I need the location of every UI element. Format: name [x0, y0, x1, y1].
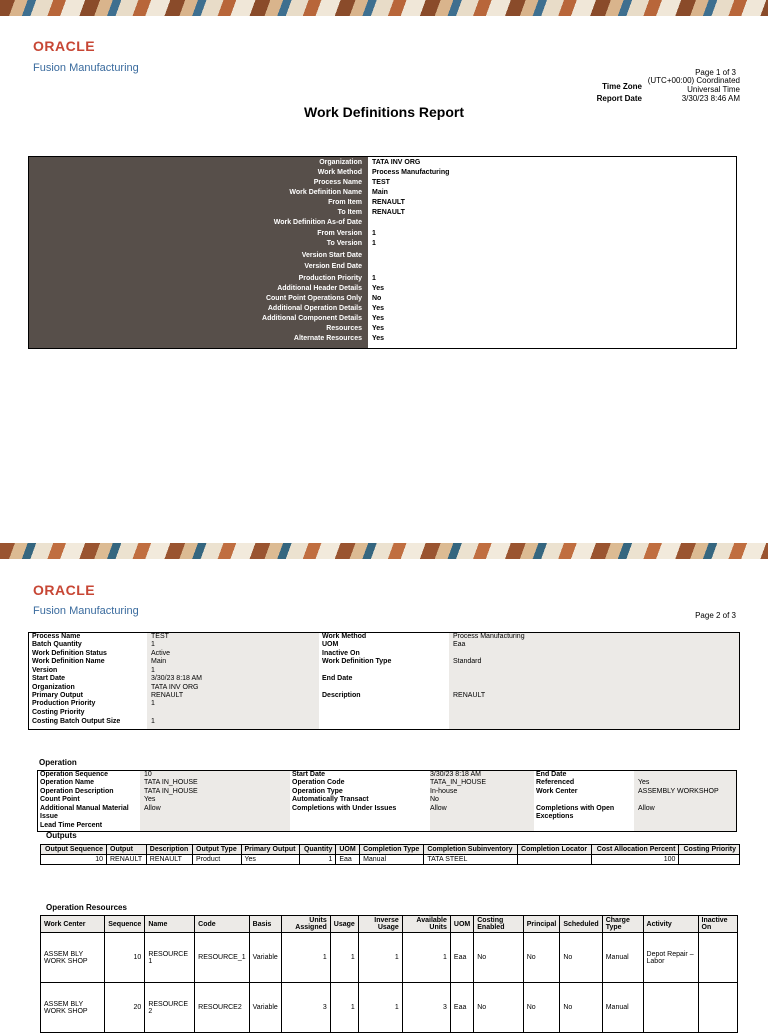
parameter-label: Alternate Resources — [293, 335, 362, 342]
column-header: Cost Allocation Percent — [592, 845, 679, 855]
header-field-label: Start Date — [32, 675, 66, 682]
column-header: Primary Output — [241, 845, 300, 855]
header-field-value: Active — [151, 650, 171, 657]
header-field-label: Organization — [32, 684, 75, 691]
header-field-value: Process Manufacturing — [453, 633, 525, 640]
operation-field-value: ASSEMBLY WORKSHOP — [638, 788, 719, 795]
parameter-label: Resources — [326, 325, 362, 332]
table-cell: No — [474, 983, 523, 1033]
table-row — [41, 983, 738, 1033]
operation-field-value: Allow — [638, 805, 655, 812]
parameter-value: 1 — [372, 240, 376, 247]
parameter-label: From Version — [317, 230, 362, 237]
parameter-row — [29, 334, 736, 344]
column-header: Activity — [643, 916, 698, 933]
column-header: Quantity — [300, 845, 336, 855]
table-cell: 20 — [105, 983, 145, 1033]
time-zone-value-2: Universal Time — [687, 85, 740, 94]
table-cell: TATA STEEL — [424, 855, 518, 865]
table-cell: Eaa — [450, 933, 473, 983]
table-cell: No — [523, 933, 560, 983]
column-header: Completion Type — [360, 845, 424, 855]
parameter-value: Yes — [372, 335, 385, 342]
operation-field-value: Yes — [144, 796, 156, 803]
work-definition-header — [28, 632, 740, 730]
operation-field-label: Completions with Open — [536, 805, 615, 812]
parameter-value: Process Manufacturing — [372, 169, 450, 176]
table-cell: No — [474, 933, 523, 983]
column-header: UOM — [450, 916, 473, 933]
parameter-label: Work Definition Name — [289, 189, 362, 196]
operation-field-label: Operation Code — [292, 779, 345, 786]
column-header: Inverse Usage — [358, 916, 402, 933]
parameter-row — [29, 262, 736, 272]
parameter-row — [29, 198, 736, 208]
table-cell: Variable — [249, 983, 281, 1033]
operation-field-value: No — [430, 796, 439, 803]
table-cell: No — [560, 983, 602, 1033]
table-cell: ASSEM BLY WORK SHOP — [41, 983, 105, 1033]
parameter-label: Additional Component Details — [262, 315, 362, 322]
table-cell: No — [523, 983, 560, 1033]
parameter-value: Main — [372, 189, 388, 196]
column-header: Name — [145, 916, 195, 933]
page-number: Page 2 of 3 — [695, 611, 736, 620]
table-cell: 10 — [41, 855, 107, 865]
column-header: Scheduled — [560, 916, 602, 933]
column-header: Costing Priority — [679, 845, 740, 855]
header-field-label: Work Definition Type — [322, 658, 392, 665]
table-cell — [698, 933, 738, 983]
operation-field-label: Operation Name — [40, 779, 95, 786]
header-field-value: 1 — [151, 700, 155, 707]
report-date-value: 3/30/23 8:46 AM — [681, 94, 740, 103]
parameter-label: Organization — [319, 159, 362, 166]
page-number: Page 1 of 3 — [695, 68, 736, 77]
parameter-row — [29, 168, 736, 178]
table-cell: RESOURCE_1 — [195, 933, 249, 983]
table-cell: 1 — [330, 983, 358, 1033]
parameter-value: TATA INV ORG — [372, 159, 421, 166]
column-header: Output Sequence — [41, 845, 107, 855]
table-cell: RENAULT — [146, 855, 192, 865]
operation-field-value: TATA IN_HOUSE — [144, 788, 198, 795]
header-field-label: Description — [322, 692, 361, 699]
table-cell: 1 — [300, 855, 336, 865]
parameter-row — [29, 158, 736, 168]
parameter-label: To Item — [337, 209, 362, 216]
product-name: Fusion Manufacturing — [33, 605, 139, 617]
table-cell: 100 — [592, 855, 679, 865]
table-cell: RESOURCE 1 — [145, 933, 195, 983]
parameter-value: Yes — [372, 325, 385, 332]
table-cell: 3 — [402, 983, 450, 1033]
table-cell: Yes — [241, 855, 300, 865]
header-field-value: TATA INV ORG — [151, 684, 199, 691]
operation-field-label: End Date — [536, 771, 567, 778]
parameter-value: TEST — [372, 179, 390, 186]
parameter-row — [29, 274, 736, 284]
operation-field-label: Referenced — [536, 779, 575, 786]
operation-field-label: Operation Description — [40, 788, 114, 795]
operation-field-value: 10 — [144, 771, 152, 778]
table-cell — [643, 983, 698, 1033]
decorative-banner — [0, 543, 768, 559]
parameter-value: Yes — [372, 305, 385, 312]
parameter-label: Additional Header Details — [277, 285, 362, 292]
parameter-label: Additional Operation Details — [267, 305, 362, 312]
table-cell: Manual — [360, 855, 424, 865]
header-field-value: TEST — [151, 633, 169, 640]
table-cell: 1 — [281, 933, 330, 983]
parameter-row — [29, 284, 736, 294]
operation-field-label: Exceptions — [536, 813, 574, 820]
operation-field-label: Issue — [40, 813, 58, 820]
header-field-label: Costing Batch Output Size — [32, 718, 121, 725]
column-header: Basis — [249, 916, 281, 933]
operation-field-value: TATA_IN_HOUSE — [430, 779, 487, 786]
operation-field-label: Operation Type — [292, 788, 343, 795]
operation-section-title: Operation — [39, 758, 77, 767]
table-cell — [698, 983, 738, 1033]
table-cell: 10 — [105, 933, 145, 983]
header-field-label: Work Definition Name — [32, 658, 105, 665]
parameter-label: Process Name — [313, 179, 362, 186]
parameter-value: Yes — [372, 285, 385, 292]
table-cell: RESOURCE2 — [195, 983, 249, 1033]
table-cell: RESOURCE 2 — [145, 983, 195, 1033]
table-cell — [518, 855, 592, 865]
operation-field-value: Yes — [638, 779, 650, 786]
table-cell: Depot Repair – Labor — [643, 933, 698, 983]
column-header: Principal — [523, 916, 560, 933]
table-cell: 3 — [281, 983, 330, 1033]
table-row — [41, 855, 740, 865]
operation-details — [37, 770, 737, 832]
table-cell: 1 — [402, 933, 450, 983]
column-header: Completion Subinventory — [424, 845, 518, 855]
header-field-label: End Date — [322, 675, 353, 682]
parameter-row — [29, 218, 736, 228]
table-cell: Eaa — [450, 983, 473, 1033]
outputs-table — [40, 844, 740, 865]
table-cell: RENAULT — [107, 855, 147, 865]
parameter-row — [29, 304, 736, 314]
time-zone-value-1: (UTC+00:00) Coordinated — [647, 76, 740, 85]
parameter-label: Count Point Operations Only — [265, 295, 362, 302]
header-field-label: Costing Priority — [32, 709, 85, 716]
column-header: Costing Enabled — [474, 916, 523, 933]
header-field-value: Main — [151, 658, 167, 665]
operation-field-value: 3/30/23 8:18 AM — [430, 771, 481, 778]
header-field-label: Work Method — [322, 633, 367, 640]
operation-field-label: Additional Manual Material — [40, 805, 129, 812]
parameter-label: Version Start Date — [301, 252, 362, 259]
parameter-row — [29, 178, 736, 188]
header-field-value: 3/30/23 8:18 AM — [151, 675, 202, 682]
parameter-row — [29, 239, 736, 249]
resources-section-title: Operation Resources — [46, 903, 127, 912]
header-field-label: Production Priority — [32, 700, 96, 707]
column-header: Charge Type — [602, 916, 643, 933]
parameter-value: 1 — [372, 230, 376, 237]
column-header: Available Units — [402, 916, 450, 933]
parameter-row — [29, 208, 736, 218]
column-header: Code — [195, 916, 249, 933]
column-header: Usage — [330, 916, 358, 933]
parameter-value: RENAULT — [372, 199, 405, 206]
operation-field-label: Count Point — [40, 796, 80, 803]
table-cell: Manual — [602, 933, 643, 983]
column-header: Sequence — [105, 916, 145, 933]
header-field-label: Primary Output — [32, 692, 83, 699]
report-date-label: Report Date — [596, 94, 642, 103]
parameter-row — [29, 294, 736, 304]
resources-table — [40, 915, 738, 1033]
column-header: Completion Locator — [518, 845, 592, 855]
parameters-box — [28, 156, 737, 349]
outputs-section-title: Outputs — [46, 831, 77, 840]
parameter-row — [29, 229, 736, 239]
parameter-value: RENAULT — [372, 209, 405, 216]
parameter-row — [29, 251, 736, 261]
operation-field-label: Completions with Under Issues — [292, 805, 397, 812]
table-header-row — [41, 916, 738, 933]
table-cell: No — [560, 933, 602, 983]
header-field-label: Batch Quantity — [32, 641, 82, 648]
column-header: Description — [146, 845, 192, 855]
operation-field-label: Work Center — [536, 788, 578, 795]
header-field-value: Eaa — [453, 641, 466, 648]
header-field-label: Inactive On — [322, 650, 360, 657]
parameter-label: Production Priority — [298, 275, 362, 282]
parameter-row — [29, 188, 736, 198]
parameter-value: 1 — [372, 275, 376, 282]
operation-field-value: Allow — [144, 805, 161, 812]
operation-field-label: Operation Sequence — [40, 771, 109, 778]
parameter-row — [29, 324, 736, 334]
decorative-banner — [0, 0, 768, 16]
header-field-value: 1 — [151, 718, 155, 725]
table-cell: Variable — [249, 933, 281, 983]
operation-field-label: Automatically Transact — [292, 796, 369, 803]
parameter-label: Work Definition As-of Date — [273, 219, 362, 226]
header-field-value: Standard — [453, 658, 482, 665]
parameter-row — [29, 314, 736, 324]
header-field-label: UOM — [322, 641, 339, 648]
operation-field-label: Lead Time Percent — [40, 822, 103, 829]
operation-field-value: In-house — [430, 788, 458, 795]
header-field-label: Version — [32, 667, 58, 674]
table-cell: Eaa — [336, 855, 360, 865]
parameter-label: Work Method — [317, 169, 362, 176]
header-field-label: Process Name — [32, 633, 81, 640]
oracle-logo: ORACLE — [33, 38, 96, 54]
table-cell: Manual — [602, 983, 643, 1033]
table-cell — [679, 855, 740, 865]
column-header: Output Type — [193, 845, 241, 855]
oracle-logo: ORACLE — [33, 582, 96, 598]
table-row — [41, 933, 738, 983]
header-field-value: 1 — [151, 641, 155, 648]
parameter-label: Version End Date — [304, 263, 362, 270]
operation-field-value: TATA IN_HOUSE — [144, 779, 198, 786]
header-field-value: RENAULT — [151, 692, 184, 699]
table-header-row — [41, 845, 740, 855]
table-cell: 1 — [330, 933, 358, 983]
parameter-value: No — [372, 295, 382, 302]
header-field-value: RENAULT — [453, 692, 486, 699]
product-name: Fusion Manufacturing — [33, 62, 139, 74]
table-cell: 1 — [358, 933, 402, 983]
parameter-value: Yes — [372, 315, 385, 322]
column-header: Inactive On — [698, 916, 738, 933]
parameter-label: From Item — [328, 199, 362, 206]
table-cell: 1 — [358, 983, 402, 1033]
column-header: Work Center — [41, 916, 105, 933]
parameter-label: To Version — [326, 240, 362, 247]
table-cell: ASSEM BLY WORK SHOP — [41, 933, 105, 983]
column-header: Output — [107, 845, 147, 855]
report-title: Work Definitions Report — [304, 104, 464, 120]
operation-field-label: Start Date — [292, 771, 326, 778]
header-field-value: 1 — [151, 667, 155, 674]
table-cell: Product — [193, 855, 241, 865]
time-zone-label: Time Zone — [602, 82, 642, 91]
column-header: Units Assigned — [281, 916, 330, 933]
column-header: UOM — [336, 845, 360, 855]
operation-field-value: Allow — [430, 805, 447, 812]
header-field-label: Work Definition Status — [32, 650, 107, 657]
